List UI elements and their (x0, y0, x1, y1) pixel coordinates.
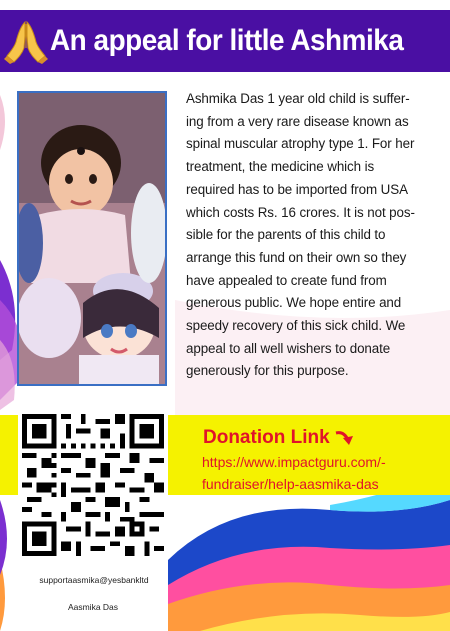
page-title: An appeal for little Ashmika (50, 24, 404, 57)
curved-arrow-icon (334, 429, 356, 447)
child-photo (17, 91, 167, 386)
header-banner (0, 10, 450, 72)
donation-link[interactable]: https://www.impactguru.com/-fundraiser/help-aasmika-das (202, 454, 386, 492)
payee-name: Aasmika Das (67, 602, 119, 612)
praying-hands-icon (4, 18, 48, 64)
upi-id: supportaasmika@yesbankltd (39, 575, 149, 585)
donation-heading-label: Donation Link (203, 427, 330, 448)
qr-card (18, 402, 168, 631)
qr-code (22, 414, 164, 556)
appeal-description: Ashmika Das 1 year old child is suffer-ing from a very rare disease known as spinal muscular atrophy type 1. For her treatment, the medicine which is required has to be imported from USA which costs Rs. 16 crores. It is not pos-sible for the parents of this child to arrange this fund on their own so they have appealed to create fund from generous public. We hope entire and speedy recovery of this sick child. We appeal to all well wishers to donate generously for this purpose. (186, 91, 415, 379)
donation-heading (203, 427, 356, 449)
